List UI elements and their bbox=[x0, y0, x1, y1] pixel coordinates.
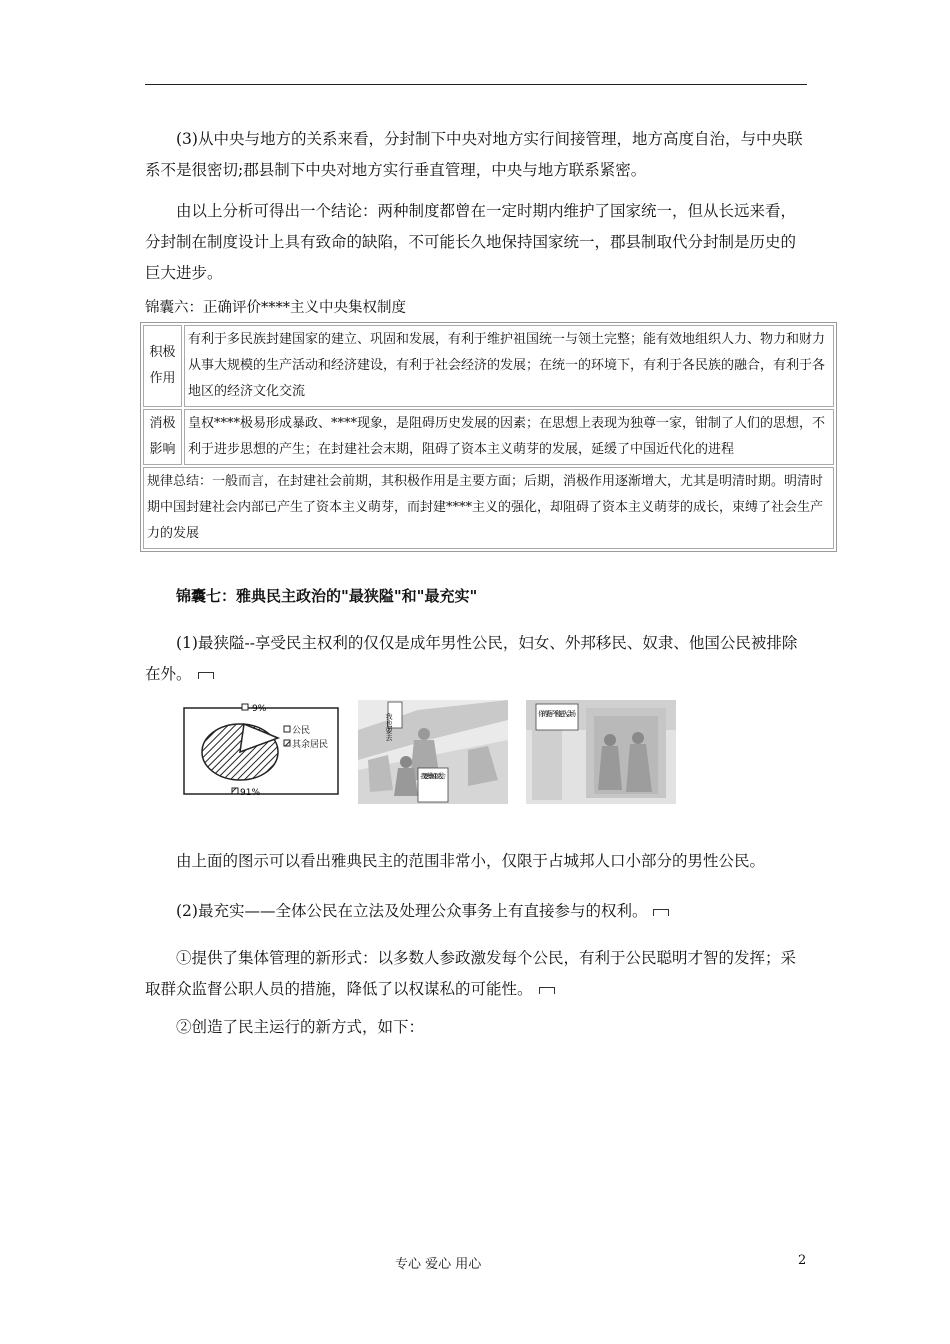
page-number: 2 bbox=[798, 1253, 807, 1268]
legend-citizens: 公民 bbox=[292, 726, 311, 736]
citizen-pie-figure bbox=[182, 700, 340, 800]
row-text: 皇权****极易形成暴政、****现象，是阻碍历史发展的因素；在思想上表现为独尊一家，钳制了人们的思想，不利于进步思想的产生；在封建社会末期，阻碍了资本主义萌芽的发展，延缓了中国近代化的进程 bbox=[184, 409, 834, 465]
editor-mark-icon bbox=[198, 672, 214, 679]
table-row bbox=[143, 325, 834, 407]
editor-mark-icon bbox=[539, 987, 555, 994]
paragraph-democratic-method: ②创造了民主运行的新方式，如下： bbox=[176, 1018, 425, 1036]
row-label: 积极作用 bbox=[143, 325, 182, 407]
pie-label-small: 9% bbox=[252, 704, 267, 714]
legend-others: 其余居民 bbox=[292, 740, 329, 750]
cartoon1-speech-b: 我要去参加公民大会 bbox=[420, 772, 446, 780]
paragraph-conclusion: 由以上分析可得出一个结论：两种制度都曾在一定时期内维护了国家统一，但从长远来看，分封制在制度设计上具有致命的缺陷，不可能长久地保持国家统一，郡县制取代分封制是历史的巨大进步。 bbox=[145, 202, 797, 282]
table-row bbox=[143, 409, 834, 465]
evaluation-table bbox=[140, 322, 837, 552]
editor-mark-icon bbox=[653, 909, 669, 916]
cartoon-wife-figure bbox=[526, 700, 676, 804]
cartoon1-speech-a: 我也要去 bbox=[385, 713, 393, 741]
table-row bbox=[143, 467, 834, 549]
paragraph-figure-conclusion: 由上面的图示可以看出雅典民主的范围非常小，仅限于占城邦人口小部分的男性公民。 bbox=[176, 852, 766, 870]
header-rule bbox=[145, 84, 807, 85]
pie-label-large: 91% bbox=[240, 788, 261, 798]
paragraph-fullest: (2)最充实——全体公民在立法及处理公众事务上有直接参与的权利。 bbox=[145, 896, 807, 927]
summary-cell: 规律总结：一般而言，在封建社会前期，其积极作用是主要方面；后期，消极作用逐渐增大，尤其是明清时期。明清时期中国封建社会内部已产生了资本主义萌芽，而封建****主义的强化，却阻碍了资本主义萌芽的成长，束缚了社会生产力的发展 bbox=[143, 467, 834, 549]
paragraph-collective-management: ①提供了集体管理的新形式：以多数人参政激发每个公民，有利于公民聪明才智的发挥；采取群众监督公职人员的措施，降低了以权谋私的可能性。 bbox=[145, 949, 797, 998]
section7-title: 锦囊七：雅典民主政治的"最狭隘"和"最充实" bbox=[176, 587, 478, 605]
cartoon2-speech: 你的妻子不能进入会场 bbox=[538, 710, 576, 718]
paragraph-central-local: (3)从中央与地方的关系来看，分封制下中央对地方实行间接管理，地方高度自治，与中央联系不是很密切;郡县制下中央对地方实行垂直管理，中央与地方联系紧密。 bbox=[145, 130, 803, 179]
cartoon-assembly-figure bbox=[358, 700, 508, 804]
footer-motto: 专心 爱心 用心 bbox=[395, 1257, 482, 1272]
section6-title: 锦囊六：正确评价****主义中央集权制度 bbox=[145, 300, 406, 316]
row-text: 有利于多民族封建国家的建立、巩固和发展，有利于维护祖国统一与领土完整；能有效地组织人力、物力和财力从事大规模的生产活动和经济建设，有利于社会经济的发展；在统一的环境下，有利于各民族的融合，有利于各地区的经济文化交流 bbox=[184, 325, 834, 407]
row-label: 消极影响 bbox=[143, 409, 182, 465]
paragraph-narrowest: (1)最狭隘--享受民主权利的仅仅是成年男性公民，妇女、外邦移民、奴隶、他国公民被排除在外。 bbox=[145, 634, 798, 683]
